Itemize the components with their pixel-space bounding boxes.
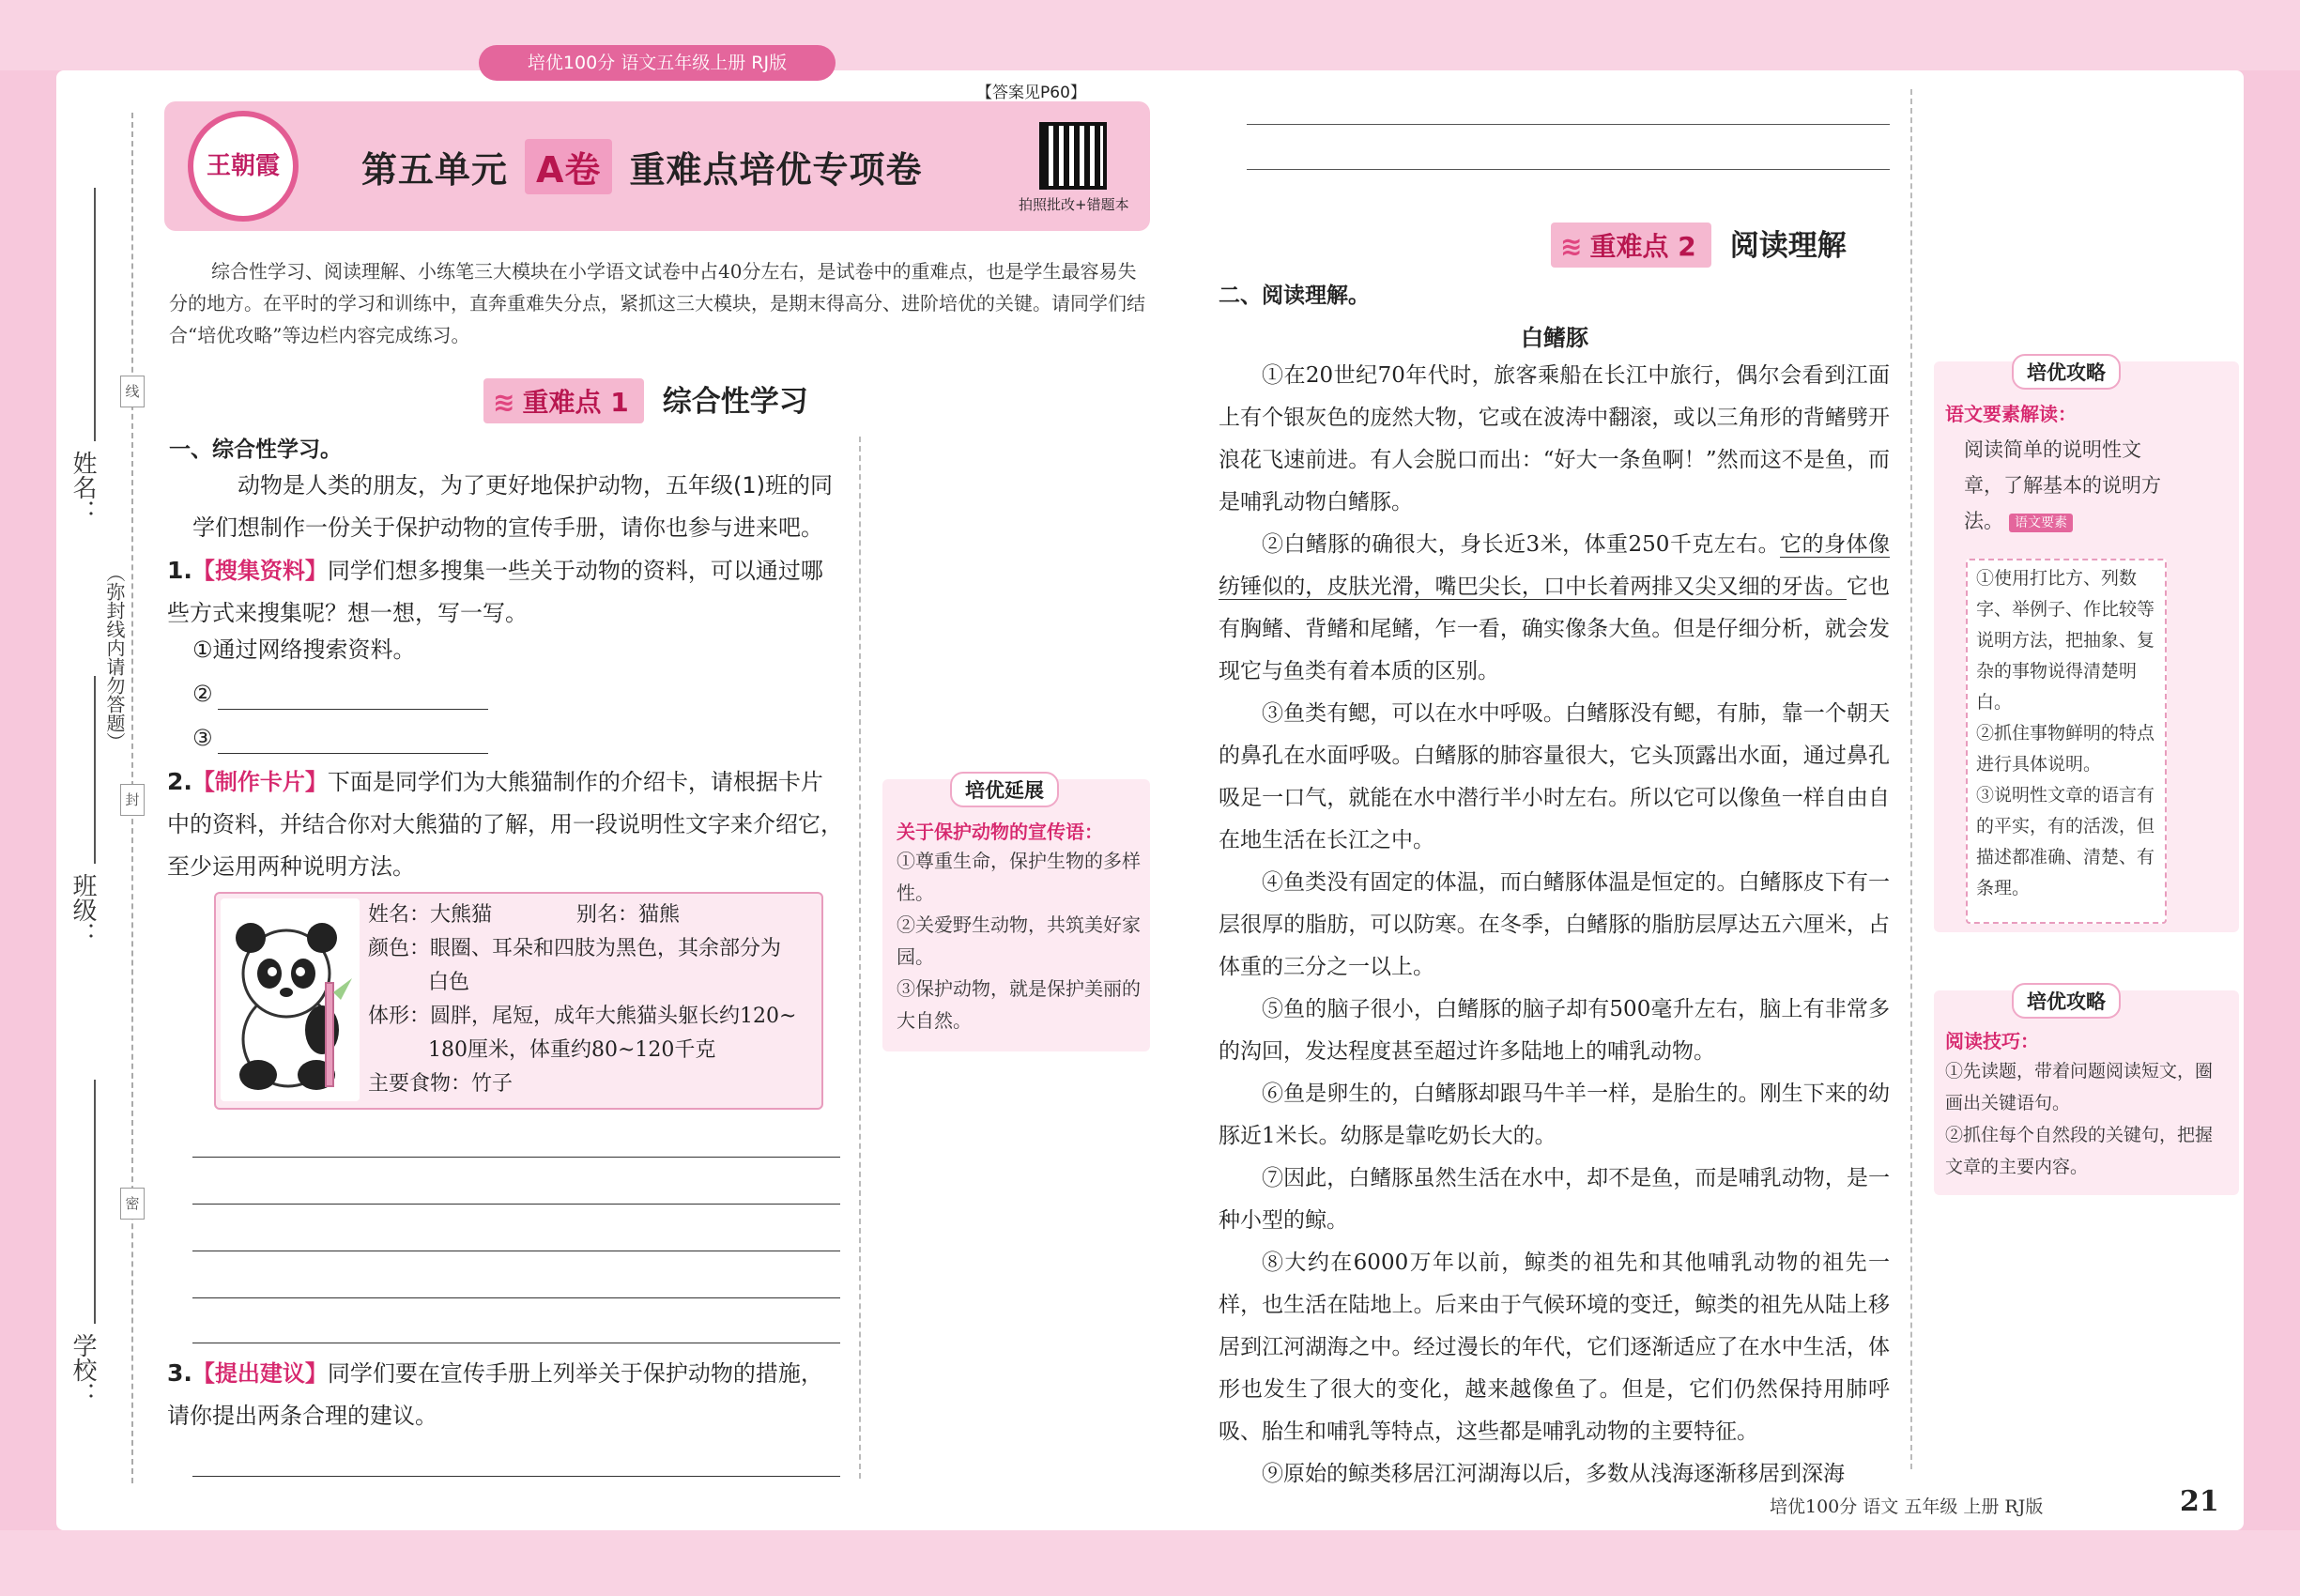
section1-pill — [483, 378, 644, 423]
answer-reference: 【答案见P60】 — [976, 84, 1086, 102]
answer-line-top-2[interactable] — [1247, 169, 1890, 170]
seal-char-xian: 线 — [120, 376, 145, 407]
panda-illustration — [221, 898, 360, 1101]
section1-pill-text: 重难点 1 — [522, 387, 629, 418]
card-food: 主要食物：竹子 — [368, 1072, 514, 1096]
q2-number: 2. — [167, 768, 192, 795]
tip2-item: ①先读题，带着问题阅读短文，圈画出关键语句。 — [1945, 1061, 2214, 1113]
q1-answer-2-label: ② — [192, 681, 213, 707]
p2-underlined: 它的身体像纺锤似的，皮肤光滑，嘴巴尖长，口中长着两排又尖又细的牙齿。 — [1219, 532, 1891, 599]
tip1-item: ③说明性文章的语言有的平实，有的活泼，但描述都准确、清楚、有条理。 — [1976, 785, 2155, 898]
article-body — [1219, 355, 1890, 1496]
ext-item: ③保护动物，就是保护美丽的大自然。 — [897, 977, 1141, 1032]
q1-text: 同学们想多搜集一些关于动物的资料，可以通过哪些方式来搜集呢？想一想，写一写。 — [167, 558, 823, 626]
section2-title: 阅读理解 — [1729, 229, 1847, 263]
page-title — [361, 139, 922, 194]
q2-answer-line-4[interactable] — [192, 1297, 840, 1298]
tip1-item: ②抓住事物鲜明的特点进行具体说明。 — [1976, 723, 2155, 775]
article-paragraph-1: ①在20世纪70年代时，旅客乘船在长江中旅行，偶尔会看到江面上有个银灰色的庞然大物，它或在波涛中翻滚，或以三角形的背鳍劈开浪花飞速前进。有人会脱口而出：“好大一条鱼啊！”然而这不是鱼，而是哺乳动物白鳍豚。 — [1219, 363, 1890, 514]
page-number: 21 — [2180, 1485, 2219, 1518]
q1-answer-1: ①通过网络搜索资料。 — [192, 637, 416, 663]
q3-tag: 【提出建议】 — [192, 1360, 328, 1387]
part1-intro: 动物是人类的朋友，为了更好地保护动物，五年级(1)班的同学们想制作一份关于保护动物的宣传手册，请你也参与进来吧。 — [192, 472, 833, 541]
tip1-description: 阅读简单的说明性文章，了解基本的说明方法。 — [1964, 438, 2161, 532]
q1-answer-2-blank[interactable] — [218, 709, 488, 710]
top-border — [0, 0, 2300, 70]
intro-paragraph: 综合性学习、阅读理解、小练笔三大模块在小学语文试卷中占40分左右，是试卷中的重难点，也是学生最容易失分的地方。在平时的学习和训练中，直奔重难失分点，紧抓这三大模块，是期末得高分、进阶培优的关键。请同学们结合“培优攻略”等边栏内容完成练习。 — [169, 260, 1145, 346]
tip1-items — [1976, 563, 2154, 904]
sidebar-tip-1-text — [1964, 432, 2180, 539]
panda-icon — [221, 898, 360, 1101]
juan-badge: A卷 — [525, 139, 612, 194]
card-alias: 别名：猫熊 — [576, 903, 681, 927]
question-2 — [167, 760, 843, 888]
p2-part-b: 它也有胸鳍、背鳍和尾鳍，乍一看，确实像条大鱼。但是仔细分析，就会发现它与鱼类有着本质的区别。 — [1219, 575, 1891, 683]
sidebar-tip-1-subtitle: 语文要素解读： — [1945, 403, 2077, 425]
section1-title: 综合性学习 — [662, 385, 808, 419]
article-paragraph-5: ⑤鱼的脑子很小，白鳍豚的脑子却有500毫升左右，脑上有非常多的沟回，发达程度甚至超过许多陆地上的哺乳动物。 — [1219, 997, 1890, 1064]
title-text: 重难点培优专项卷 — [629, 149, 923, 191]
qr-code-icon[interactable] — [1039, 122, 1107, 190]
book-tag: 培优100分 语文五年级上册 RJ版 — [479, 45, 836, 81]
section1-header — [483, 377, 808, 423]
panda-card — [214, 892, 823, 1110]
sidebar-extension-title: 培优延展 — [950, 772, 1059, 807]
tip1-item: ①使用打比方、列数字、举例子、作比较等说明方法，把抽象、复杂的事物说得清楚明白。 — [1976, 568, 2155, 713]
qr-label: 拍照批改+错题本 — [1019, 196, 1129, 213]
q1-answer-3-blank[interactable] — [218, 753, 488, 754]
article-paragraph-8: ⑧大约在6000万年以前，鲸类的祖先和其他哺乳动物的祖先一样，也生活在陆地上。后来由于气候环境的变迁，鲸类的祖先从陆上移居到江河湖海之中。经过漫长的年代，它们逐渐适应了在水中生活，体形也发生了很大的变化，越来越像鱼了。但是，它们仍然保持用肺呼吸、胎生和哺乳等特点，这些都是哺乳动物的主要特征。 — [1219, 1251, 1890, 1444]
sidebar-extension-subtitle: 关于保护动物的宣传语： — [897, 821, 1103, 843]
article-paragraph-4: ④鱼类没有固定的体温，而白鳍豚体温是恒定的。白鳍豚皮下有一层很厚的脂肪，可以防寒。在冬季，白鳍豚的脂肪层厚达五六厘米，占体重的三分之一以上。 — [1219, 870, 1890, 979]
wave-icon: ≋ — [493, 387, 515, 418]
seal-notice: （弥封线内请勿答题） — [103, 563, 126, 751]
card-color-2: 白色 — [428, 971, 470, 994]
brand-logo — [188, 111, 299, 222]
ext-item: ①尊重生命，保护生物的多样性。 — [897, 850, 1141, 904]
q3-answer-line[interactable] — [192, 1476, 840, 1477]
seal-char-mi: 密 — [120, 1188, 145, 1220]
card-color-1: 颜色：眼圈、耳朵和四肢为黑色，其余部分为 — [368, 937, 782, 960]
sidebar-tip-2-title: 培优攻略 — [2012, 983, 2121, 1019]
article-paragraph-9: ⑨原始的鲸类移居江河湖海以后，多数从浅海逐渐移居到深海 — [1262, 1462, 1845, 1486]
section2-pill — [1551, 223, 1711, 268]
class-line — [94, 676, 96, 864]
card-shape-1: 体形：圆胖，尾短，成年大熊猫头躯长约120~ — [368, 1005, 797, 1028]
school-line — [94, 1080, 96, 1324]
article-paragraph-6: ⑥鱼是卵生的，白鳍豚却跟马牛羊一样，是胎生的。刚生下来的幼豚近1米长。幼豚是靠吃奶长大的。 — [1219, 1082, 1890, 1148]
school-label: 学校： — [69, 1333, 97, 1406]
article-paragraph-2 — [1219, 524, 1890, 693]
sidebar-extension-items — [897, 845, 1141, 1036]
left-column-divider — [859, 437, 861, 1479]
question-3 — [167, 1352, 843, 1437]
name-line — [94, 188, 96, 441]
tip2-item: ②抓住每个自然段的关键句，把握文章的主要内容。 — [1945, 1125, 2214, 1177]
article-paragraph-7: ⑦因此，白鳍豚虽然生活在水中，却不是鱼，而是哺乳动物，是一种小型的鲸。 — [1219, 1166, 1890, 1233]
page-footer: 培优100分 语文 五年级 上册 RJ版 — [1770, 1496, 2044, 1517]
unit-label: 第五单元 — [361, 149, 509, 191]
q2-answer-line-1[interactable] — [192, 1157, 840, 1158]
q1-answer-3-label: ③ — [192, 725, 213, 751]
tip1-badge: 语文要素 — [2009, 514, 2073, 532]
sidebar-tip-2-subtitle: 阅读技巧： — [1945, 1030, 2039, 1052]
q2-tag: 【制作卡片】 — [192, 769, 328, 795]
q1-number: 1. — [167, 557, 192, 584]
right-column-divider — [1910, 89, 1912, 1469]
tip2-items — [1945, 1055, 2222, 1183]
card-name: 姓名：大熊猫 — [368, 903, 493, 927]
part2-heading: 二、阅读理解。 — [1219, 284, 1370, 308]
logo-text: 王朝霞 — [206, 152, 280, 180]
bottom-border — [0, 1530, 2300, 1596]
seal-char-feng: 封 — [120, 784, 145, 816]
card-shape-2: 180厘米，体重约80~120千克 — [428, 1038, 716, 1062]
part1-heading: 一、综合性学习。 — [169, 437, 342, 462]
class-label: 班级： — [69, 873, 97, 946]
sidebar-tip-1-title: 培优攻略 — [2012, 354, 2121, 390]
q1-tag: 【搜集资料】 — [192, 558, 328, 584]
section2-pill-text: 重难点 2 — [1589, 231, 1696, 262]
wave-icon: ≋ — [1560, 231, 1583, 262]
q3-text: 同学们要在宣传手册上列举关于保护动物的措施，请你提出两条合理的建议。 — [167, 1360, 823, 1429]
p2-part-a: ②白鳍豚的确很大，身长近3米，体重250千克左右。 — [1262, 532, 1781, 557]
ext-item: ②关爱野生动物，共筑美好家园。 — [897, 913, 1141, 968]
q2-answer-line-2[interactable] — [192, 1204, 840, 1205]
q2-text: 下面是同学们为大熊猫制作的介绍卡，请根据卡片中的资料，并结合你对大熊猫的了解，用一段说明性文字来介绍它，至少运用两种说明方法。 — [167, 769, 843, 880]
card-row-name — [368, 898, 809, 932]
panda-card-text — [368, 898, 809, 1101]
q3-number: 3. — [167, 1359, 192, 1387]
question-1 — [167, 549, 843, 635]
answer-line-top-1[interactable] — [1247, 124, 1890, 125]
article-paragraph-3: ③鱼类有鳃，可以在水中呼吸。白鳍豚没有鳃，有肺，靠一个朝天的鼻孔在水面呼吸。白鳍豚的肺容量很大，它头顶露出水面，通过鼻孔吸足一口气，就能在水中潜行半小时左右。所以它可以像鱼一样自由自在地生活在长江之中。 — [1219, 701, 1890, 852]
article-title: 白鳍豚 — [1521, 325, 1588, 351]
name-label: 姓名： — [69, 451, 97, 524]
section2-header — [1551, 222, 1847, 268]
